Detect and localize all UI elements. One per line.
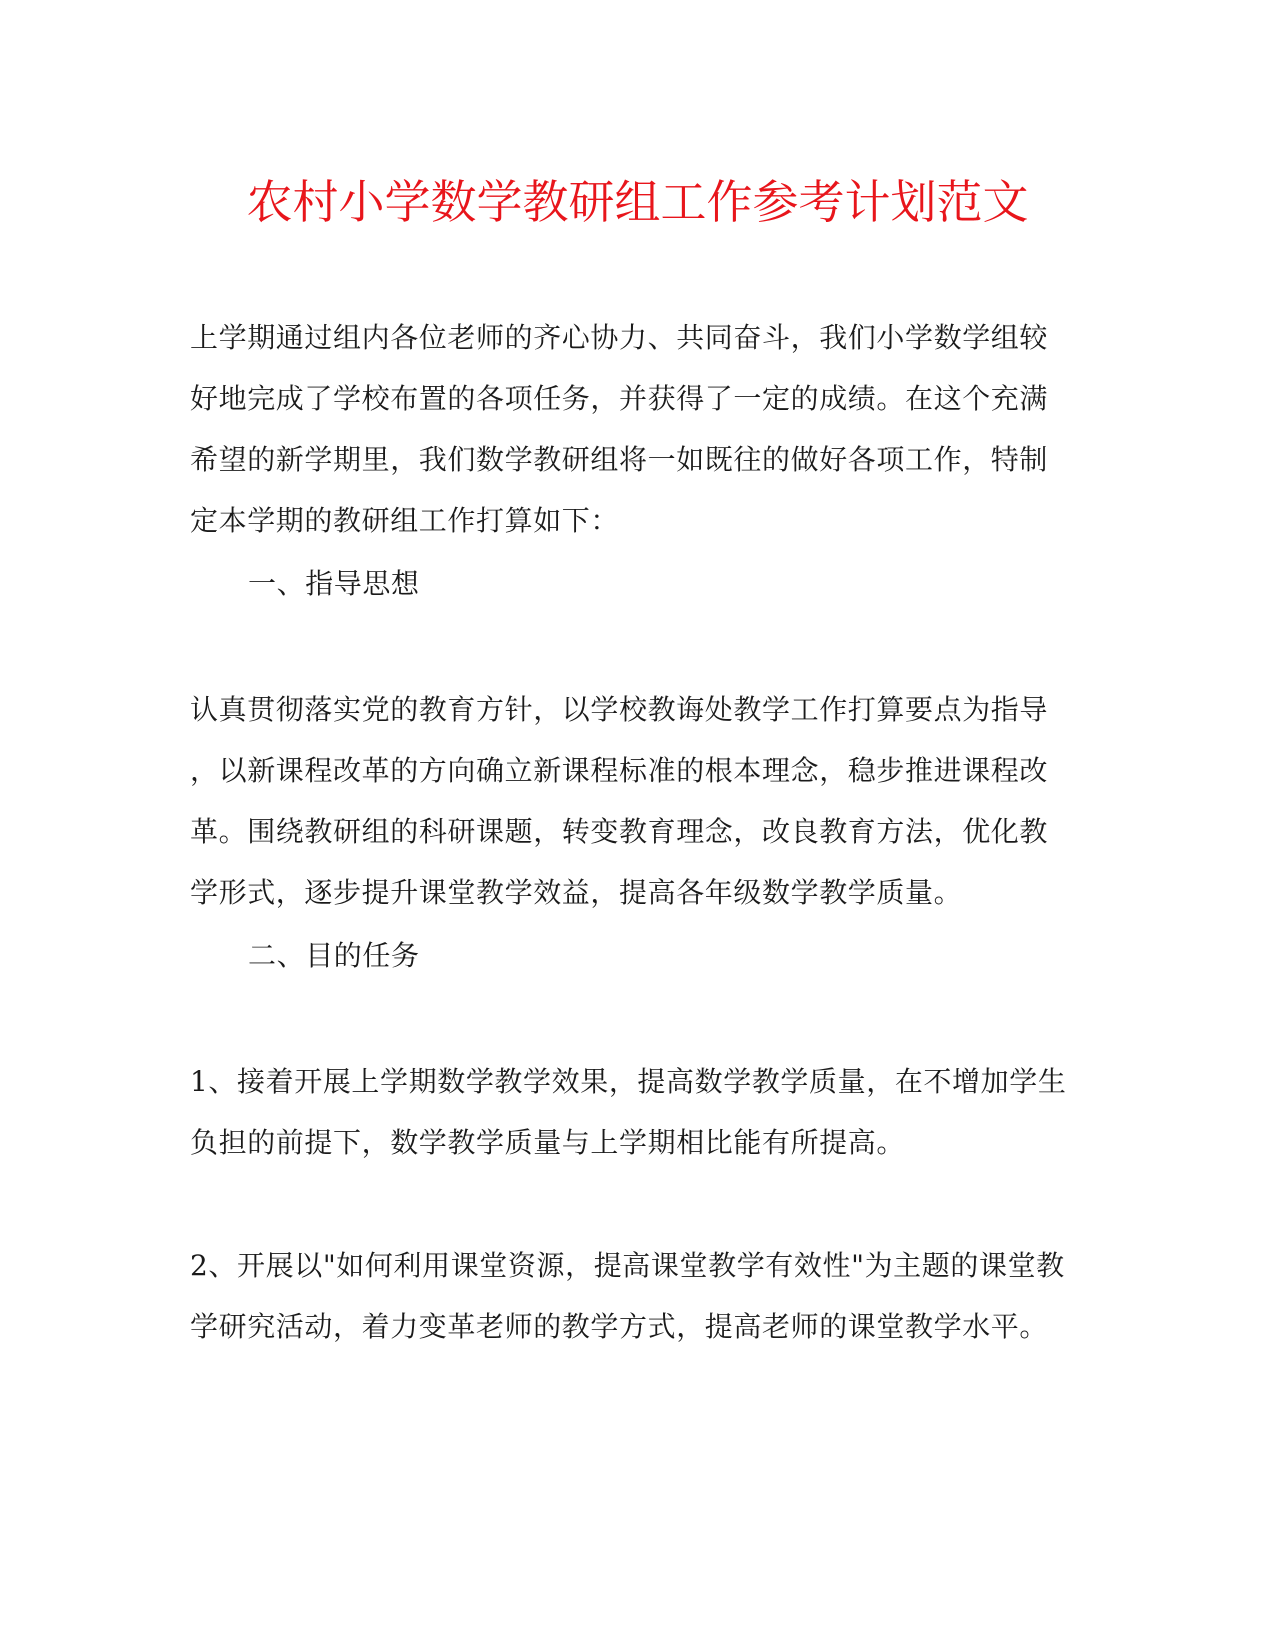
section-heading-goals-tasks: 二、目的任务 [248, 939, 420, 972]
text-line: 好地完成了学校布置的各项任务，并获得了一定的成绩。在这个充满 [190, 382, 1049, 415]
text-line: 革。围绕教研组的科研课题，转变教育理念，改良教育方法，优化教 [190, 815, 1049, 848]
text-line: ，以新课程改革的方向确立新课程标准的根本理念，稳步推进课程改 [190, 754, 1049, 787]
text-line: 负担的前提下，数学教学质量与上学期相比能有所提高。 [190, 1126, 906, 1159]
text-line: 希望的新学期里，我们数学教研组将一如既往的做好各项工作，特制 [190, 443, 1049, 476]
section-heading-guiding-thought: 一、指导思想 [248, 567, 420, 600]
text-line: 定本学期的教研组工作打算如下： [190, 504, 620, 537]
document-title: 农村小学数学教研组工作参考计划范文 [246, 175, 1029, 229]
text-line: 上学期通过组内各位老师的齐心协力、共同奋斗，我们小学数学组较 [190, 321, 1049, 354]
text-line: 学形式，逐步提升课堂教学效益，提高各年级数学教学质量。 [190, 876, 963, 909]
text-line: 2、开展以"如何利用课堂资源，提高课堂教学有效性"为主题的课堂教 [190, 1249, 1065, 1282]
text-line: 1、接着开展上学期数学教学效果，提高数学教学质量，在不增加学生 [190, 1065, 1067, 1098]
text-line: 学研究活动，着力变革老师的教学方式，提高老师的课堂教学水平。 [190, 1310, 1049, 1343]
text-line: 认真贯彻落实党的教育方针，以学校教诲处教学工作打算要点为指导 [190, 693, 1049, 726]
